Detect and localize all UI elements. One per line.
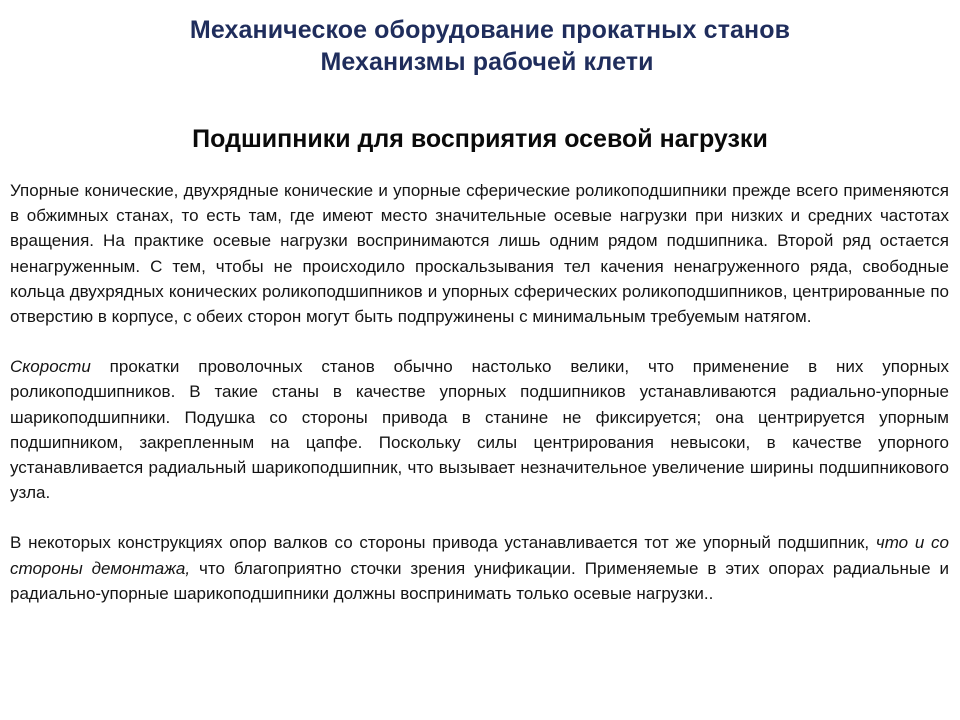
slide-header (0, 14, 960, 78)
paragraph-2-text: прокатки проволочных станов обычно настолько велики, что применение в них упорных роликоподшипников. В такие станы в качестве упорных подшипников устанавливаются радиально-упорные шарикоподшипники. Подушка со стороны привода в станине не фиксируется; она центрируется упорным подшипником, закрепленным на цапфе. Поскольку силы центрирования невысоки, в качестве упорного устанавливается радиальный шарикоподшипник, что вызывает незначительное увеличение ширины подшипникового узла. (10, 357, 949, 503)
paragraph-3-italic-phrase: что и со стороны демонтажа, (10, 533, 949, 578)
section-heading: Подшипники для восприятия осевой нагрузки (192, 125, 768, 153)
header-title: Механическое оборудование прокатных станов (189, 16, 791, 44)
paragraph-3 (10, 530, 949, 606)
body-text (10, 178, 949, 606)
paragraph-2 (10, 354, 949, 505)
paragraph-3-text-start: В некоторых конструкциях опор валков со стороны привода устанавливается тот же упорный подшипник, (10, 533, 876, 553)
header-subtitle: Механизмы рабочей клети (320, 48, 654, 76)
paragraph-2-italic-term: Скорости (10, 357, 91, 377)
paragraph-1 (10, 178, 949, 329)
paragraph-1-text: Упорные конические, двухрядные конические и упорные сферические роликоподшипники прежде всего применяются в обжимных станах, то есть там, где имеют место значительные осевые нагрузки при низких и средних частотах вращения. На практике осевые нагрузки воспринимаются лишь одним рядом подшипника. Второй ряд остается ненагруженным. С тем, чтобы не происходило проскальзывания тел качения ненагруженного ряда, свободные кольца двухрядных конических роликоподшипников и упорных сферических роликоподшипников, центрированные по отверстию в корпусе, с обеих сторон могут быть подпружинены с минимальным требуемым натягом. (10, 181, 949, 327)
paragraph-3-text-end: что благоприятно сточки зрения унификации. Применяемые в этих опорах радиальные и радиально-упорные шарикоподшипники должны воспринимать только осевые нагрузки.. (10, 558, 949, 603)
